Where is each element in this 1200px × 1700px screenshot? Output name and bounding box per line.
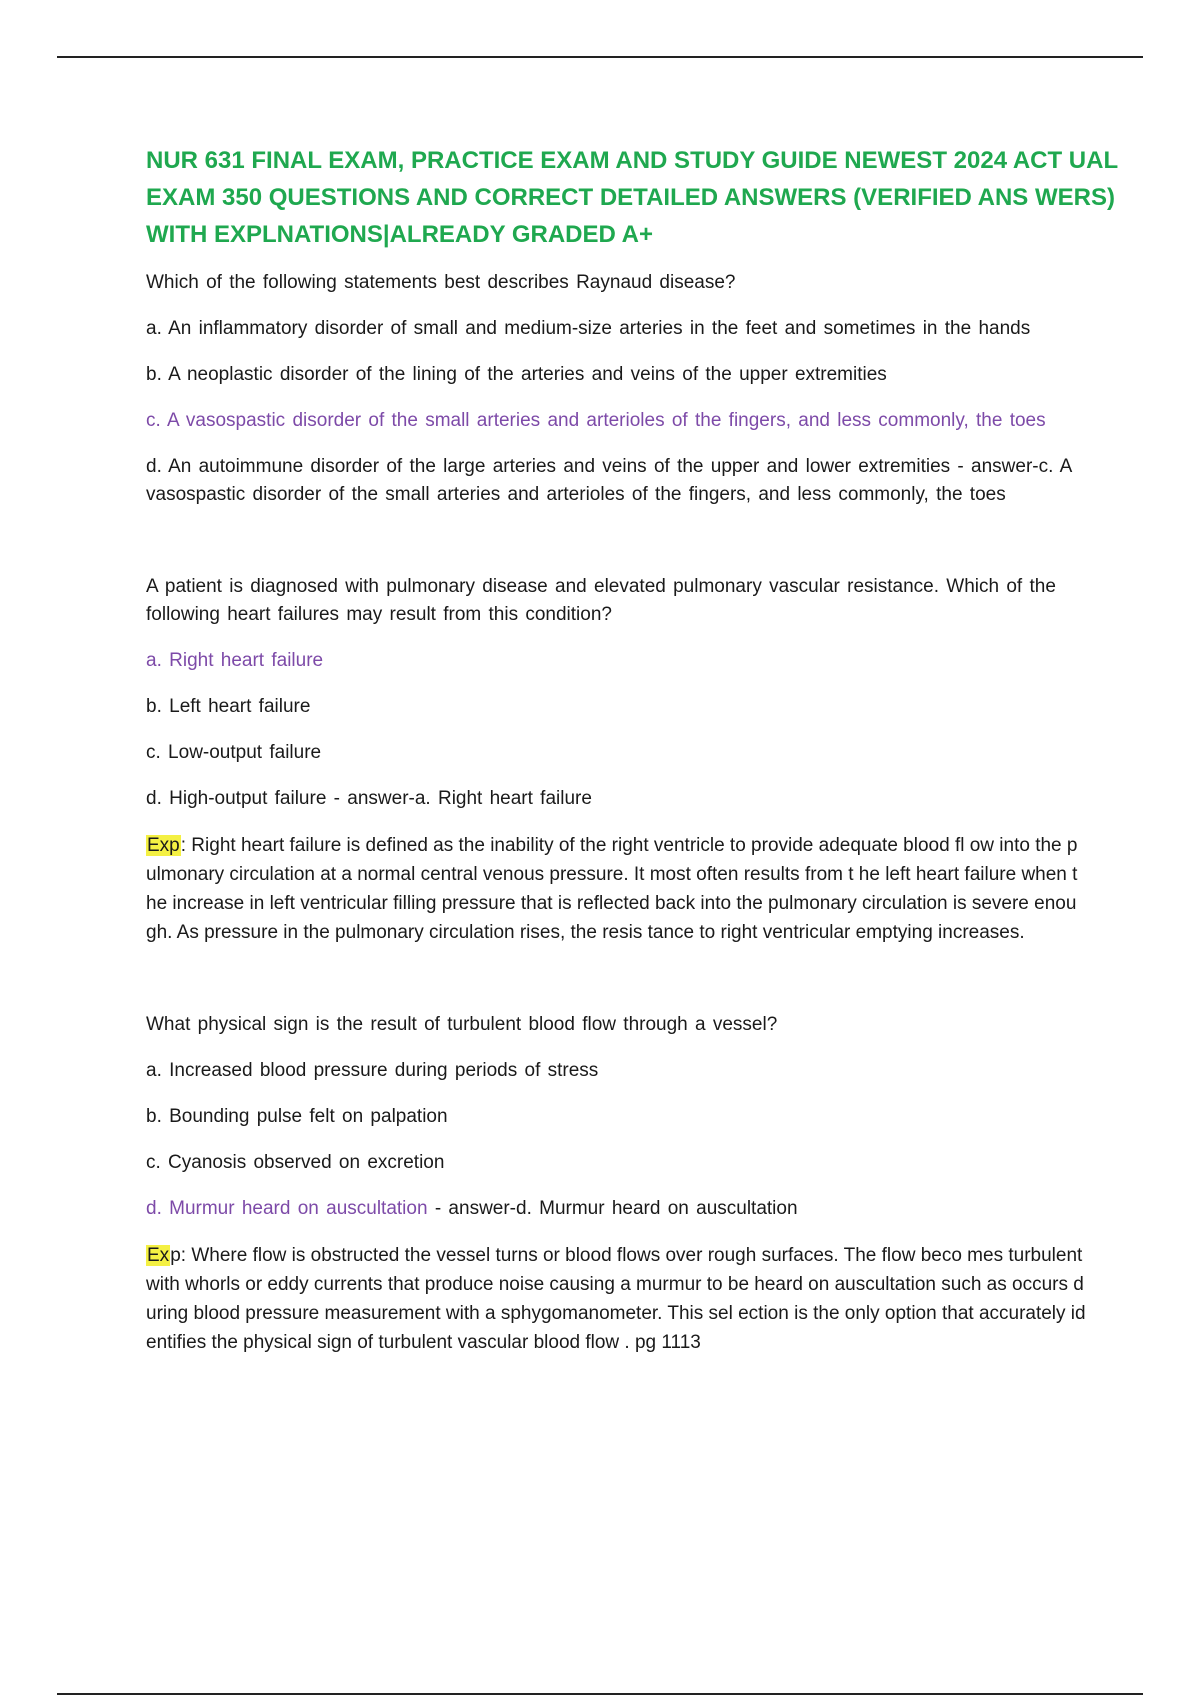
q1-option-d-answer: d. An autoimmune disorder of the large arteries and veins of the upper and lower extremities - answer-c. A vasospastic disorder of the small arteries and arterioles of the fingers, and less commonly, the toes: [146, 456, 1072, 505]
q3-explanation-text: : Where flow is obstructed the vessel turns or blood flows over rough surfaces. The flow beco mes turbulent with whorls or eddy currents that produce noise causing a murmur to be heard on auscultation such as occurs during blood pressure measurement with a sphygomanometer. This sel ection is the only option that accurately identifies the physical sign of turbulent vascular blood flow . pg 1113: [146, 1245, 1086, 1353]
question-1: [146, 269, 1128, 509]
q2-option-c: c. Low-output failure: [146, 742, 322, 763]
footer-rule: [57, 1693, 1143, 1695]
q3-option-d-answer: [146, 1195, 1128, 1223]
q1-option-c-correct: c. A vasospastic disorder of the small arteries and arterioles of the fingers, and less commonly, the toes: [146, 410, 1046, 431]
exp-highlight: Ex: [147, 1245, 170, 1266]
q3-option-d-correct: d. Murmur heard on auscultation: [146, 1198, 428, 1219]
q3-option-c: c. Cyanosis observed on excretion: [146, 1152, 445, 1173]
document-body: [146, 142, 1128, 1375]
q2-option-d-answer: d. High-output failure - answer-a. Right heart failure: [146, 788, 592, 809]
q2-explanation-text: : Right heart failure is defined as the inability of the right ventricle to provide adequate blood fl ow into the pulmonary circulation at a normal central venous pressure. It most often results from t he left heart failure when the increase in left ventricular filling pressure that is reflected back into the pulmonary circulation is severe enough. As pressure in the pulmonary circulation rises, the resis tance to right ventricular emptying increases.: [146, 835, 1078, 943]
q2-option-b: b. Left heart failure: [146, 696, 311, 717]
question-2: [146, 573, 1128, 947]
q3-option-b: b. Bounding pulse felt on palpation: [146, 1106, 448, 1127]
q2-question: A patient is diagnosed with pulmonary disease and elevated pulmonary vascular resistance. Which of the following heart failures may result from this condition?: [146, 576, 1056, 625]
q3-option-a: a. Increased blood pressure during periods of stress: [146, 1060, 599, 1081]
q1-option-b: b. A neoplastic disorder of the lining of the arteries and veins of the upper extremities: [146, 364, 887, 385]
q3-question: What physical sign is the result of turbulent blood flow through a vessel?: [146, 1014, 778, 1035]
q3-explanation: [146, 1241, 1086, 1357]
question-3: [146, 1011, 1128, 1357]
header-rule: [57, 56, 1143, 58]
q2-option-a-correct: a. Right heart failure: [146, 650, 324, 671]
spacer: [146, 965, 1128, 1011]
q2-explanation: [146, 831, 1086, 947]
q3-answer-key: - answer-d. Murmur heard on auscultation: [427, 1198, 798, 1219]
q1-question: Which of the following statements best describes Raynaud disease?: [146, 272, 736, 293]
exp-highlight: Exp: [147, 835, 180, 856]
spacer: [146, 527, 1128, 573]
q1-option-a: a. An inflammatory disorder of small and medium-size arteries in the feet and sometimes in the hands: [146, 318, 1031, 339]
document-title: NUR 631 FINAL EXAM, PRACTICE EXAM AND STUDY GUIDE NEWEST 2024 ACT UAL EXAM 350 QUESTIONS AND CORRECT DETAILED ANSWERS (VERIFIED ANS WERS) WITH EXPLNATIONS|ALREADY GRADED A+: [146, 147, 1118, 248]
exp-label-rest: p: [170, 1245, 181, 1266]
